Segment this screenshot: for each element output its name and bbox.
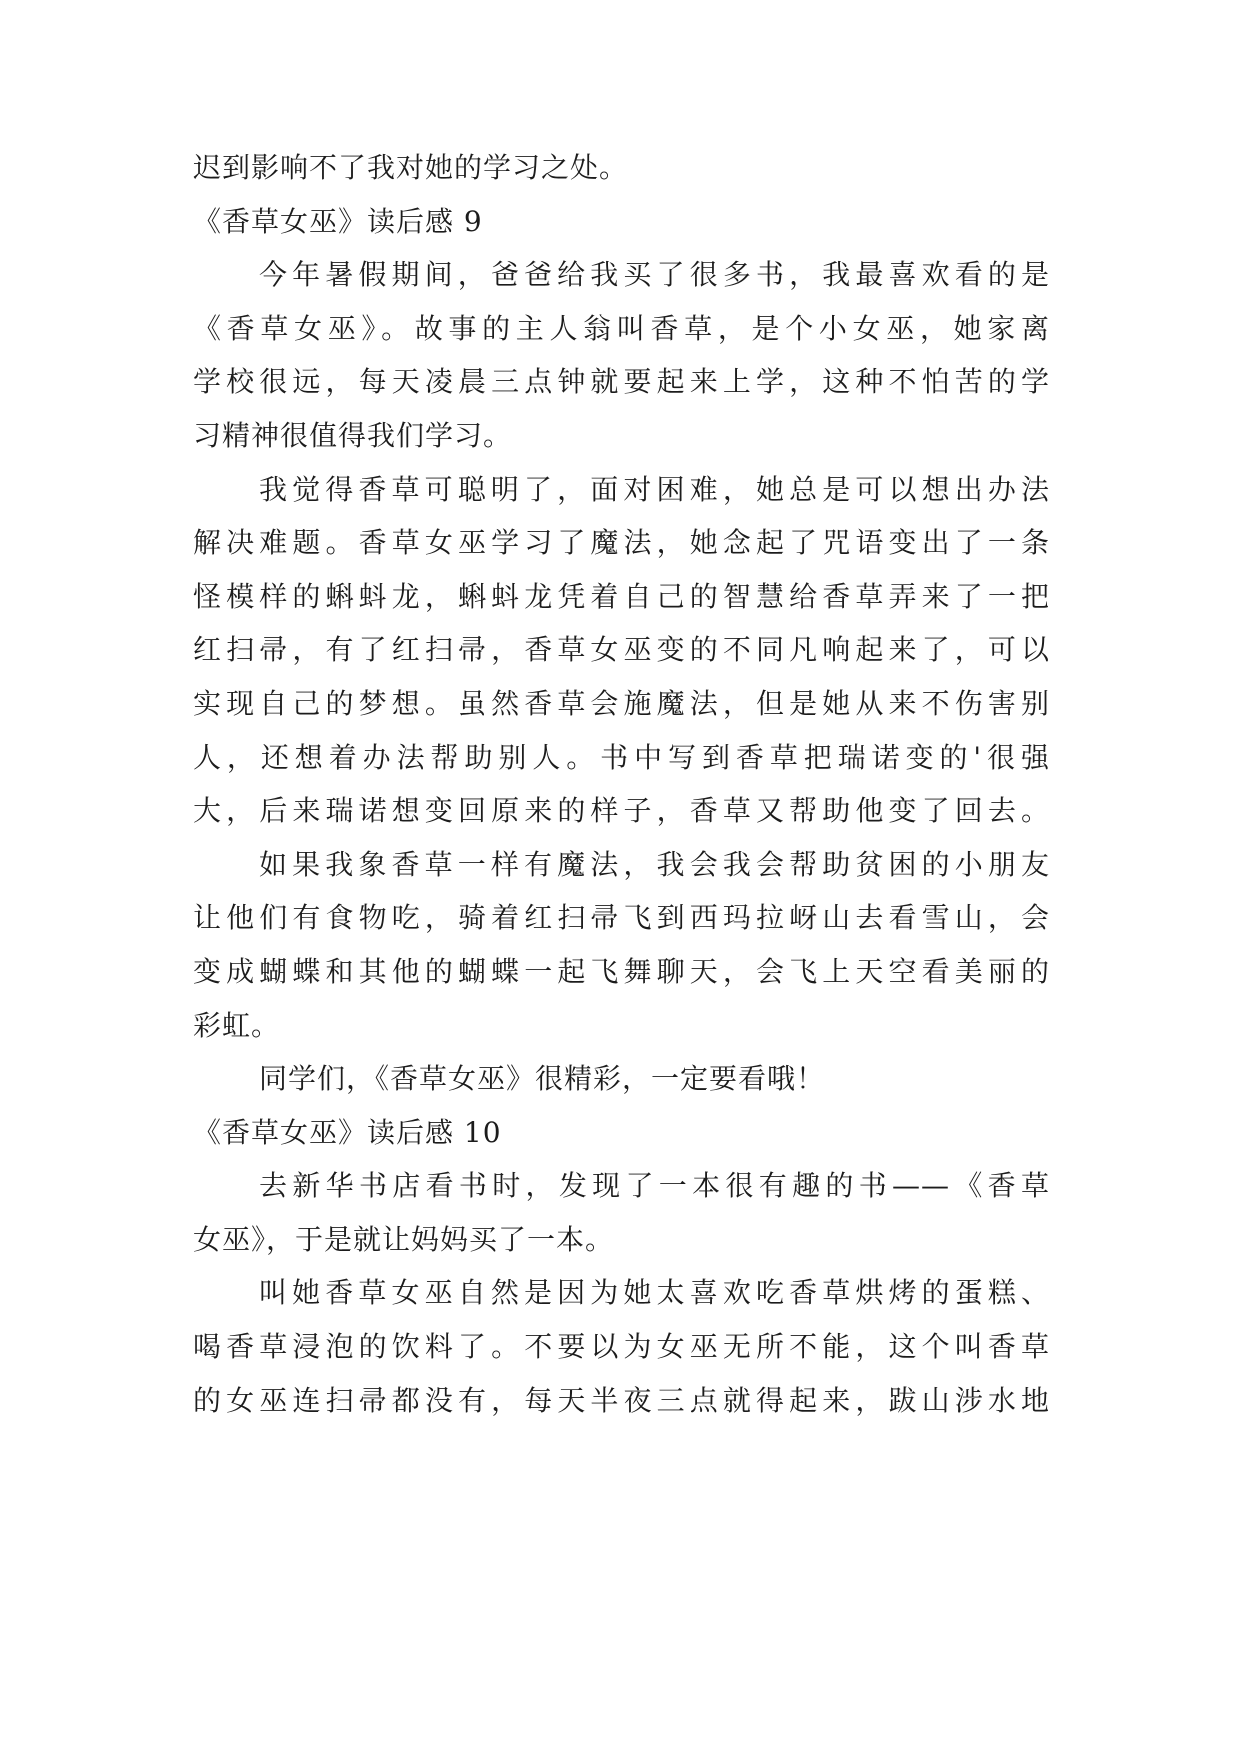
text-line: 实现自己的梦想。虽然香草会施魔法，但是她从来不伤害别 [193,686,1050,720]
section-10 [193,1106,1050,1428]
text-line: 的女巫连扫帚都没有，每天半夜三点就得起来，跋山涉水地 [193,1383,1050,1417]
text-line: 同学们，《香草女巫》很精彩，一定要看哦！ [259,1062,826,1096]
text-line: 叫她香草女巫自然是因为她太喜欢吃香草烘烤的蛋糕、 [259,1276,1050,1310]
text-line: 去新华书店看书时，发现了一本很有趣的书——《香草 [259,1169,1050,1203]
section-9 [193,195,1050,1106]
paragraph [193,838,1050,1052]
text-line: 我觉得香草可聪明了，面对困难，她总是可以想出办法 [259,472,1050,506]
paragraph [193,248,1050,462]
text-line: 怪模样的蝌蚪龙，蝌蚪龙凭着自己的智慧给香草弄来了一把 [193,579,1050,613]
lead-paragraph [193,141,1050,195]
text-line: 迟到影响不了我对她的学习之处。 [193,151,629,184]
text-line: 《香草女巫》。故事的主人翁叫香草，是个小女巫，她家离 [193,311,1050,345]
text-line: 让他们有食物吃，骑着红扫帚飞到西玛拉岈山去看雪山，会 [193,901,1050,935]
text-line: 解决难题。香草女巫学习了魔法，她念起了咒语变出了一条 [193,526,1050,560]
text-line: 彩虹。 [193,1008,281,1042]
paragraph [193,1266,1050,1427]
text-line: 人，还想着办法帮助别人。书中写到香草把瑞诺变的'很强 [193,740,1050,774]
text-line: 女巫》，于是就让妈妈买了一本。 [193,1222,615,1256]
text-line: 喝香草浸泡的饮料了。不要以为女巫无所不能，这个叫香草 [193,1330,1050,1364]
paragraph [193,463,1050,838]
paragraph [193,1159,1050,1266]
document-body [193,141,1050,1427]
text-line: 大，后来瑞诺想变回原来的样子，香草又帮助他变了回去。 [193,794,1050,828]
paragraph [193,1052,1050,1106]
text-line: 如果我象香草一样有魔法，我会我会帮助贫困的小朋友 [259,847,1050,881]
text-line: 习精神很值得我们学习。 [193,418,513,452]
section-heading: 《香草女巫》读后感 10 [193,1115,502,1149]
section-heading: 《香草女巫》读后感 9 [193,204,483,238]
text-line: 今年暑假期间，爸爸给我买了很多书，我最喜欢看的是 [259,258,1050,292]
text-line: 变成蝴蝶和其他的蝴蝶一起飞舞聊天，会飞上天空看美丽的 [193,954,1050,988]
text-line: 学校很远，每天凌晨三点钟就要起来上学，这种不怕苦的学 [193,365,1050,399]
text-line: 红扫帚，有了红扫帚，香草女巫变的不同凡响起来了，可以 [193,633,1050,667]
